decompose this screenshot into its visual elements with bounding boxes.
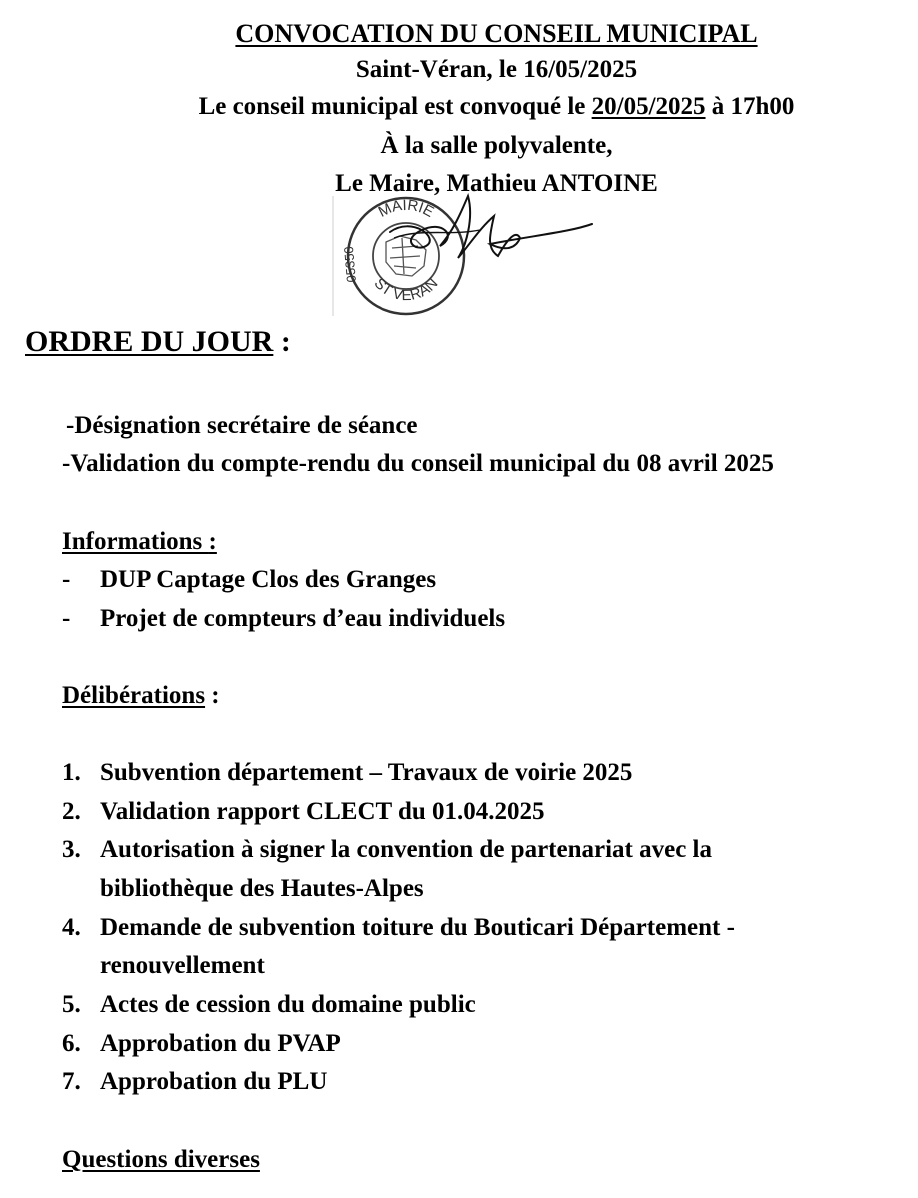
questions-heading: Questions diverses bbox=[62, 1146, 260, 1173]
document-title: CONVOCATION DU CONSEIL MUNICIPAL bbox=[235, 19, 758, 48]
stamp-text-top: MAIRIE bbox=[375, 196, 437, 221]
convocation-line: Le conseil municipal est convoqué le 20/05/2025 à 17h00 bbox=[198, 93, 795, 120]
agenda-opening-item: -Désignation secrétaire de séance bbox=[66, 412, 418, 439]
mayor-stamp-and-signature bbox=[330, 186, 600, 320]
mayor-signatory: Le Maire, Mathieu ANTOINE bbox=[335, 170, 658, 197]
list-bullet: - bbox=[62, 605, 71, 632]
stamp-emblem bbox=[386, 236, 426, 276]
agenda-heading: ORDRE DU JOUR : bbox=[25, 325, 291, 358]
agenda-opening-item: -Validation du compte-rendu du conseil municipal du 08 avril 2025 bbox=[62, 450, 774, 477]
stamp-text-bottom: ST VERAN bbox=[370, 274, 442, 305]
convocation-date: 20/05/2025 bbox=[591, 93, 706, 120]
deliberations-heading: Délibérations : bbox=[62, 682, 220, 709]
meeting-location: À la salle polyvalente, bbox=[380, 132, 613, 159]
list-bullet: - bbox=[62, 566, 71, 593]
stamp-postal-code: 05350 bbox=[340, 245, 359, 284]
informations-heading: Informations : bbox=[62, 528, 217, 555]
place-date: Saint-Véran, le 16/05/2025 bbox=[355, 56, 638, 83]
